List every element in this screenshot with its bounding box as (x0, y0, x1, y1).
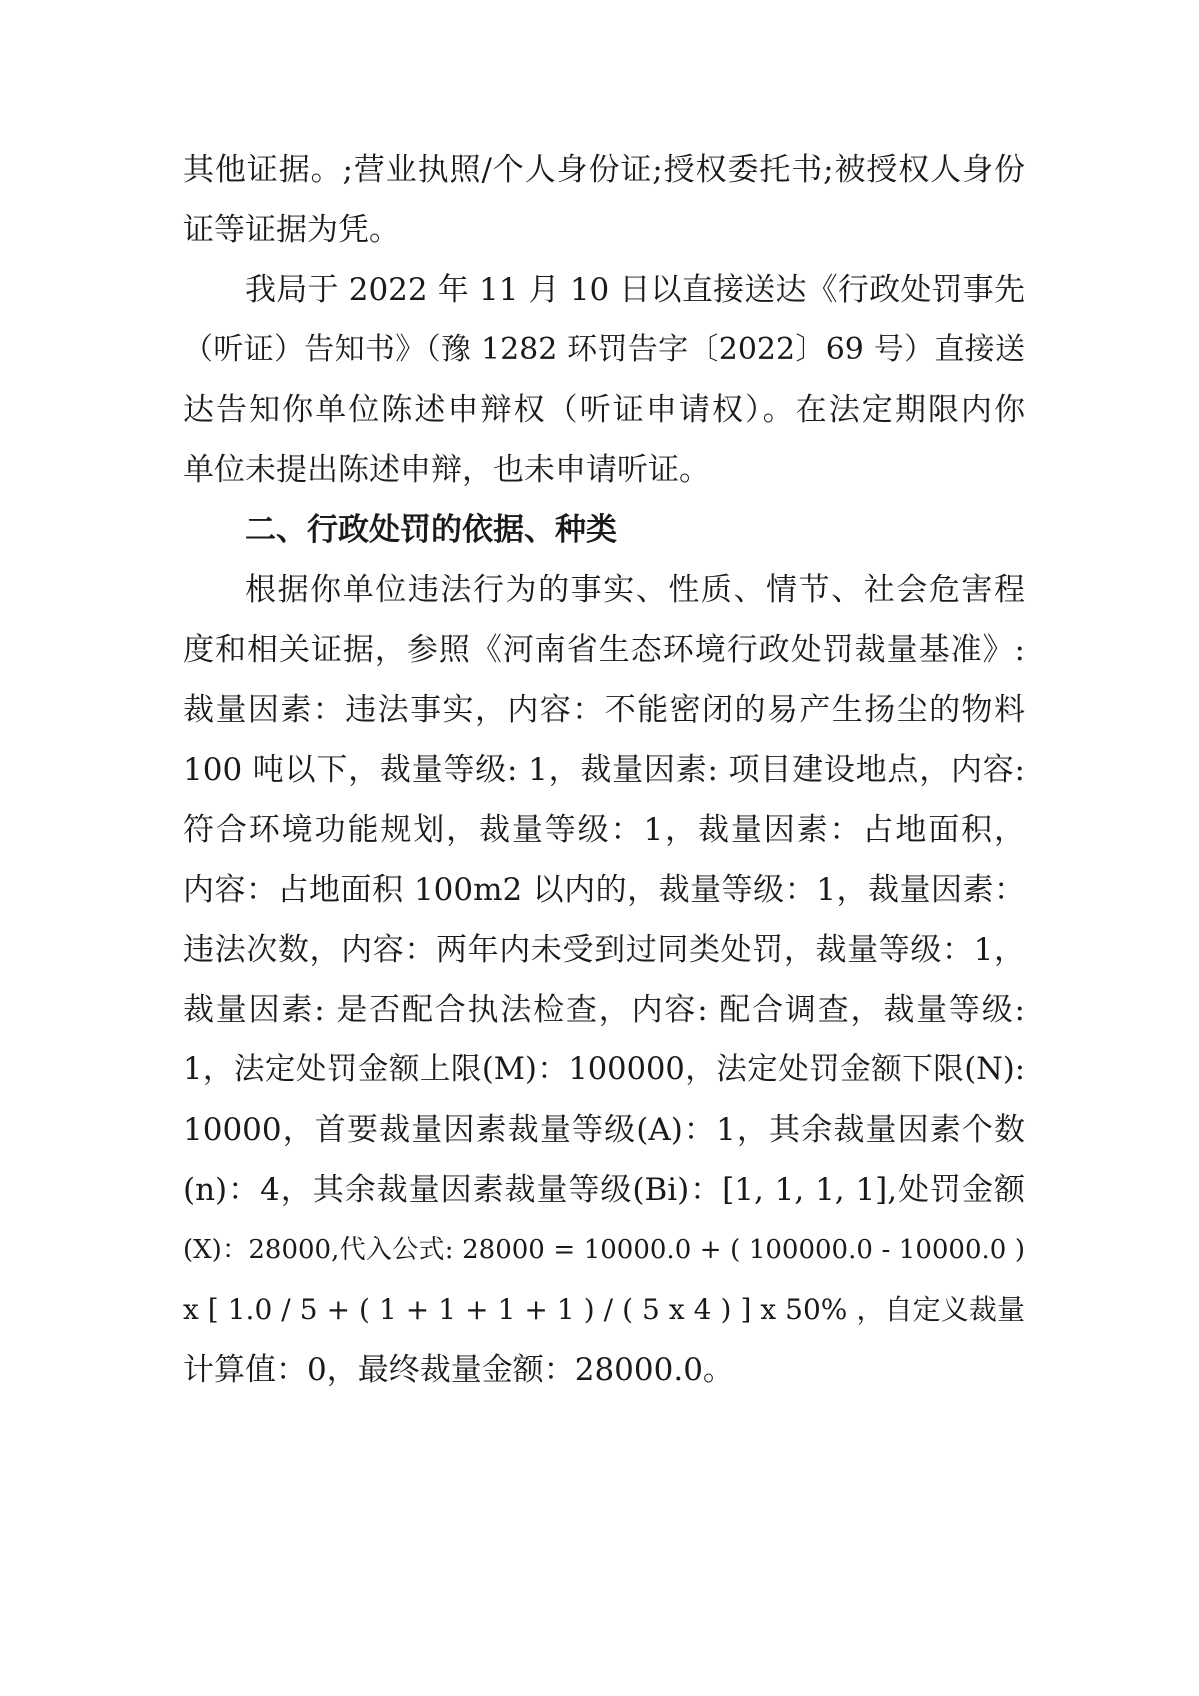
paragraph-line: 裁量因素: 是否配合执法检查，内容: 配合调查，裁量等级: (183, 992, 1025, 1028)
paragraph-line: 1，法定处罚金额上限(M)：100000，法定处罚金额下限(N): (183, 1052, 1025, 1087)
section-heading: 二、行政处罚的依据、种类 (245, 512, 617, 548)
paragraph-line: 证等证据为凭。 (183, 212, 400, 248)
paragraph-line: 内容：占地面积 100m2 以内的，裁量等级：1，裁量因素： (183, 872, 1025, 908)
paragraph-line: 计算值：0，最终裁量金额：28000.0。 (183, 1352, 734, 1388)
paragraph-line: 我局于 2022 年 11 月 10 日以直接送达《行政处罚事先 (245, 272, 1025, 308)
paragraph-line: x [ 1.0 / 5 + ( 1 + 1 + 1 + 1 ) / ( 5 x 4 ) ] x 50% ，自定义裁量 (183, 1293, 1025, 1326)
paragraph-line: 符合环境功能规划，裁量等级：1，裁量因素：占地面积， (183, 812, 1025, 848)
paragraph-line: 10000，首要裁量因素裁量等级(A)：1，其余裁量因素个数 (183, 1112, 1025, 1148)
paragraph-line: (n)：4，其余裁量因素裁量等级(Bi)：[1, 1, 1, 1],处罚金额 (183, 1172, 1025, 1208)
paragraph-line: 其他证据。;营业执照/个人身份证;授权委托书;被授权人身份 (183, 152, 1025, 188)
paragraph-line: 度和相关证据，参照《河南省生态环境行政处罚裁量基准》: (183, 632, 1025, 668)
paragraph-line: （听证）告知书》（豫 1282 环罚告字〔2022〕69 号）直接送 (183, 332, 1025, 367)
paragraph-line: 根据你单位违法行为的事实、性质、情节、社会危害程 (245, 572, 1025, 608)
paragraph-line: 裁量因素：违法事实，内容：不能密闭的易产生扬尘的物料 (183, 692, 1025, 728)
paragraph-line: 单位未提出陈述申辩，也未申请听证。 (183, 452, 710, 488)
paragraph-line: 达告知你单位陈述申辩权（听证申请权）。在法定期限内你 (183, 392, 1025, 428)
paragraph-line: 100 吨以下，裁量等级: 1，裁量因素: 项目建设地点，内容: (183, 752, 1025, 788)
paragraph-line: (X)：28000,代入公式: 28000 = 10000.0 + ( 100000.0 - 10000.0 ) (183, 1235, 1025, 1265)
paragraph-line: 违法次数，内容：两年内未受到过同类处罚，裁量等级：1， (183, 932, 1025, 968)
